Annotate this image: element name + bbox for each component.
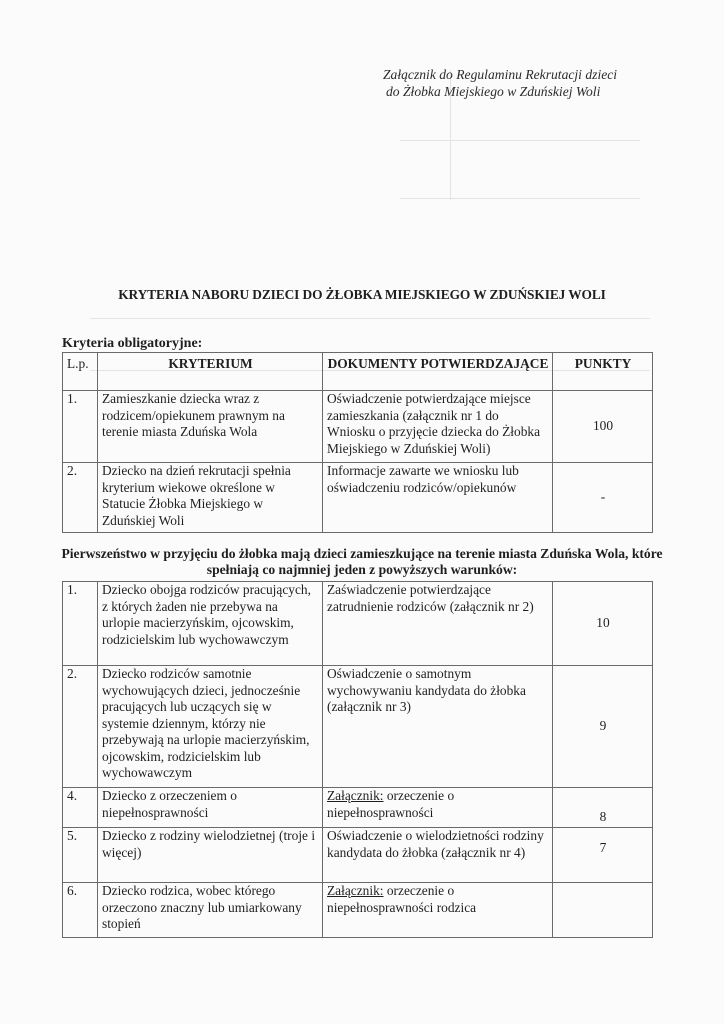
table-row (63, 463, 653, 533)
column-header-criterion: KRYTERIUM (98, 353, 323, 391)
row-points: 100 (553, 391, 653, 463)
row-documents (323, 883, 553, 938)
page-title: KRYTERIA NABORU DZIECI DO ŻŁOBKA MIEJSKIEGO W ZDUŃSKIEJ WOLI (118, 287, 606, 302)
row-criterion: Dziecko z orzeczeniem o niepełnosprawności (98, 788, 323, 828)
table-header-row (63, 353, 653, 391)
row-lp: 1. (63, 391, 98, 463)
annex-note (383, 66, 683, 100)
documents-text: orzeczenie o niepełnosprawności (327, 788, 455, 820)
table-row (63, 582, 653, 666)
row-lp: 2. (63, 463, 98, 533)
attachment-label: Załącznik: (327, 788, 384, 803)
annex-line-2: do Żłobka Miejskiego w Zduńskiej Woli (386, 84, 601, 99)
row-criterion: Dziecko na dzień rekrutacji spełnia kryterium wiekowe określone w Statucie Żłobka Miejskiego w Zduńskiej Woli (98, 463, 323, 533)
column-header-points: PUNKTY (553, 353, 653, 391)
documents-text: Oświadczenie o wielodzietności rodziny kandydata do żłobka (załącznik nr 4) (327, 828, 544, 860)
table-row (63, 883, 653, 938)
row-documents (323, 666, 553, 788)
bleed-through-line (400, 198, 640, 199)
documents-text: Zaświadczenie potwierdzające zatrudnienie rodziców (załącznik nr 2) (327, 582, 534, 614)
bleed-through-line (90, 318, 650, 319)
row-points: 8 (553, 788, 653, 828)
row-documents: Oświadczenie potwierdzające miejsce zamieszkania (załącznik nr 1 do Wniosku o przyjęcie dziecka do Żłobka Miejskiego w Zduńskiej Woli) (323, 391, 553, 463)
row-points (553, 883, 653, 938)
attachment-label: Załącznik: (327, 883, 384, 898)
row-documents (323, 582, 553, 666)
table-row (63, 666, 653, 788)
row-documents (323, 788, 553, 828)
row-criterion: Dziecko rodzica, wobec którego orzeczono znaczny lub umiarkowany stopień (98, 883, 323, 938)
table-row (63, 391, 653, 463)
row-lp: 5. (63, 828, 98, 883)
mandatory-criteria-table (62, 352, 653, 533)
row-criterion: Dziecko rodziców samotnie wychowujących dzieci, jednocześnie pracujących lub uczących się w systemie dziennym, którzy nie przebywają na urlopie macierzyńskim, ojcowskim, rodzicielskim lub wychowawczym (98, 666, 323, 788)
column-header-lp: L.p. (63, 353, 98, 391)
table-row (63, 828, 653, 883)
row-criterion: Dziecko obojga rodziców pracujących, z których żaden nie przebywa na urlopie macierzyńskim, ojcowskim, rodzicielskim lub wychowawczym (98, 582, 323, 666)
mandatory-heading: Kryteria obligatoryjne: (62, 336, 203, 351)
table-row (63, 788, 653, 828)
row-points: 10 (553, 582, 653, 666)
row-points: 9 (553, 666, 653, 788)
row-lp: 1. (63, 582, 98, 666)
priority-heading: Pierwszeństwo w przyjęciu do żłobka mają dzieci zamieszkujące na terenie miasta Zduńska Wola, które spełniają co najmniej jeden z powyższych warunków: (61, 546, 663, 577)
row-points: - (553, 463, 653, 533)
row-lp: 2. (63, 666, 98, 788)
documents-text: orzeczenie o niepełnosprawności rodzica (327, 883, 477, 915)
annex-line-1: Załącznik do Regulaminu Rekrutacji dzieci (383, 67, 618, 82)
row-lp: 6. (63, 883, 98, 938)
row-documents (323, 828, 553, 883)
row-lp: 4. (63, 788, 98, 828)
documents-text: Oświadczenie o samotnym wychowywaniu kandydata do żłobka (załącznik nr 3) (327, 666, 526, 714)
column-header-documents: DOKUMENTY POTWIERDZAJĄCE (323, 353, 553, 391)
row-criterion: Zamieszkanie dziecka wraz z rodzicem/opiekunem prawnym na terenie miasta Zduńska Wola (98, 391, 323, 463)
priority-criteria-table (62, 581, 653, 938)
row-documents: Informacje zawarte we wniosku lub oświadczeniu rodziców/opiekunów (323, 463, 553, 533)
row-criterion: Dziecko z rodziny wielodzietnej (troje i więcej) (98, 828, 323, 883)
bleed-through-line (400, 140, 640, 141)
row-points: 7 (553, 828, 653, 883)
